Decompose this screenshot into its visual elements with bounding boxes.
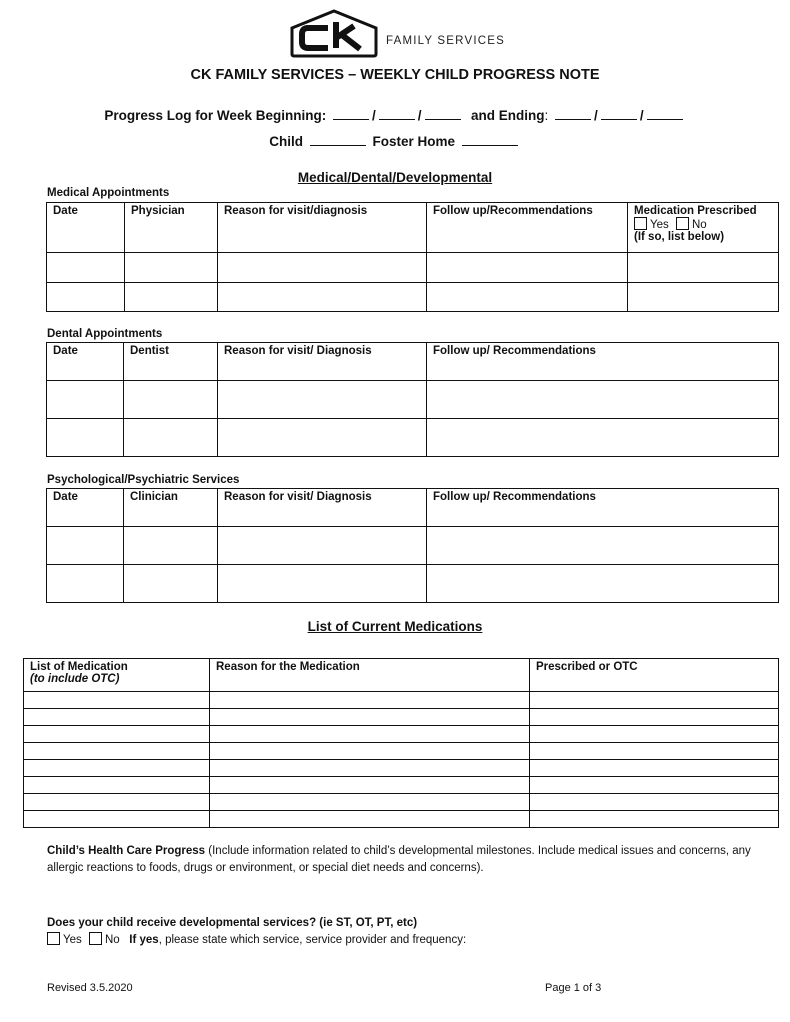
table-header-row <box>47 489 779 527</box>
cell-dentist[interactable] <box>124 381 218 419</box>
child-foster-line <box>0 133 790 149</box>
col-header-date: Date <box>47 203 125 253</box>
cell-prescribed-otc[interactable] <box>530 726 779 743</box>
cell-medication[interactable] <box>24 726 210 743</box>
date-separator: / <box>594 108 598 123</box>
medication-yes-checkbox[interactable] <box>634 217 647 230</box>
dev-services-no-checkbox[interactable] <box>89 932 102 945</box>
table-row <box>24 743 779 760</box>
col-header-medication-prescribed <box>628 203 779 253</box>
cell-follow-up[interactable] <box>427 253 628 283</box>
foster-home-field[interactable] <box>462 133 518 146</box>
medical-appointments-label: Medical Appointments <box>47 187 170 199</box>
cell-follow-up[interactable] <box>427 381 779 419</box>
section-heading-medical: Medical/Dental/Developmental <box>297 170 493 185</box>
house-logo-icon <box>288 8 380 58</box>
cell-prescribed-otc[interactable] <box>530 709 779 726</box>
col-header-reason: Reason for visit/ Diagnosis <box>218 343 427 381</box>
cell-date[interactable] <box>47 253 125 283</box>
cell-follow-up[interactable] <box>427 527 779 565</box>
cell-reason[interactable] <box>218 381 427 419</box>
table-row <box>47 283 779 312</box>
cell-medication[interactable] <box>24 709 210 726</box>
child-label: Child <box>269 134 303 149</box>
cell-reason[interactable] <box>218 419 427 457</box>
cell-medication[interactable] <box>628 283 779 312</box>
date-separator: / <box>371 108 376 123</box>
section-heading-medications: List of Current Medications <box>307 619 483 634</box>
table-row <box>47 381 779 419</box>
end-month-field[interactable] <box>555 107 591 120</box>
col-header-follow-up: Follow up/Recommendations <box>427 203 628 253</box>
dev-services-yes-checkbox[interactable] <box>47 932 60 945</box>
cell-prescribed-otc[interactable] <box>530 777 779 794</box>
cell-prescribed-otc[interactable] <box>530 692 779 709</box>
date-separator: / <box>639 108 644 123</box>
cell-reason[interactable] <box>210 811 530 828</box>
cell-reason[interactable] <box>218 253 427 283</box>
col-header-follow-up: Follow up/ Recommendations <box>427 343 779 381</box>
cell-reason[interactable] <box>210 777 530 794</box>
cell-prescribed-otc[interactable] <box>530 794 779 811</box>
medication-note: (If so, list below) <box>634 231 725 243</box>
cell-follow-up[interactable] <box>427 565 779 603</box>
cell-medication[interactable] <box>24 743 210 760</box>
cell-medication[interactable] <box>24 794 210 811</box>
cell-medication[interactable] <box>24 811 210 828</box>
medications-table <box>23 658 779 828</box>
col-header-date: Date <box>47 343 124 381</box>
logo <box>288 8 380 58</box>
page-title: CK FAMILY SERVICES – WEEKLY CHILD PROGRESS NOTE <box>190 67 600 83</box>
col-header-reason: Reason for visit/diagnosis <box>218 203 427 253</box>
cell-follow-up[interactable] <box>427 283 628 312</box>
cell-physician[interactable] <box>125 283 218 312</box>
logo-subtitle: FAMILY SERVICES <box>386 35 505 47</box>
table-row <box>24 709 779 726</box>
table-header-row <box>24 659 779 692</box>
cell-reason[interactable] <box>218 283 427 312</box>
cell-clinician[interactable] <box>124 527 218 565</box>
end-day-field[interactable] <box>601 107 637 120</box>
page-number: Page 1 of 3 <box>545 982 602 994</box>
cell-date[interactable] <box>47 419 124 457</box>
foster-home-label: Foster Home <box>372 134 456 149</box>
cell-reason[interactable] <box>210 794 530 811</box>
cell-medication[interactable] <box>24 692 210 709</box>
if-yes-instructions: , please state which service, service provider and frequency: <box>158 934 467 946</box>
table-header-row <box>47 203 779 253</box>
cell-medication[interactable] <box>628 253 779 283</box>
table-row <box>24 811 779 828</box>
health-progress-label: Child’s Health Care Progress <box>47 845 206 857</box>
ending-label: and Ending <box>471 108 545 123</box>
dev-services-answer-line: Yes No If yes, please state which service, service provider and frequency: <box>47 932 757 949</box>
dental-appointments-label: Dental Appointments <box>47 328 163 340</box>
cell-reason[interactable] <box>218 527 427 565</box>
medical-appointments-table <box>46 202 779 312</box>
medication-prescribed-label: Medication Prescribed <box>634 205 757 217</box>
cell-reason[interactable] <box>210 709 530 726</box>
col-header-dentist: Dentist <box>124 343 218 381</box>
table-row <box>24 760 779 777</box>
medication-no-checkbox[interactable] <box>676 217 689 230</box>
cell-prescribed-otc[interactable] <box>530 743 779 760</box>
health-progress-section <box>47 843 757 877</box>
health-progress-instructions: (Include information related to child’s developmental milestones. Include medical issues and concerns, any allergic reactions to foods, drugs or environment, or special diet needs and concerns). <box>47 845 751 874</box>
psych-services-label: Psychological/Psychiatric Services <box>47 474 240 486</box>
table-row <box>47 253 779 283</box>
col-header-follow-up: Follow up/ Recommendations <box>427 489 779 527</box>
child-field[interactable] <box>310 133 366 146</box>
table-row <box>24 777 779 794</box>
cell-dentist[interactable] <box>124 419 218 457</box>
end-year-field[interactable] <box>647 107 683 120</box>
cell-clinician[interactable] <box>124 565 218 603</box>
table-row <box>47 565 779 603</box>
begin-day-field[interactable] <box>379 107 415 120</box>
psych-services-table <box>46 488 779 603</box>
begin-year-field[interactable] <box>425 107 461 120</box>
table-row <box>47 527 779 565</box>
cell-medication[interactable] <box>24 760 210 777</box>
medication-yes-no: Yes No <box>634 217 772 231</box>
dental-appointments-table <box>46 342 779 457</box>
table-row <box>24 794 779 811</box>
cell-date[interactable] <box>47 283 125 312</box>
col-header-date: Date <box>47 489 124 527</box>
dev-services-question: Does your child receive developmental services? (ie ST, OT, PT, etc) <box>47 917 418 929</box>
col-header-medication: List of Medication (to include OTC) <box>24 659 210 692</box>
cell-reason[interactable] <box>210 743 530 760</box>
col-header-clinician: Clinician <box>124 489 218 527</box>
cell-date[interactable] <box>47 565 124 603</box>
cell-reason[interactable] <box>218 565 427 603</box>
cell-date[interactable] <box>47 381 124 419</box>
cell-prescribed-otc[interactable] <box>530 760 779 777</box>
table-header-row <box>47 343 779 381</box>
cell-reason[interactable] <box>210 760 530 777</box>
cell-reason[interactable] <box>210 692 530 709</box>
col-header-prescribed-otc: Prescribed or OTC <box>530 659 779 692</box>
table-row <box>24 726 779 743</box>
cell-follow-up[interactable] <box>427 419 779 457</box>
col-header-medication-sub: (to include OTC) <box>30 673 120 685</box>
table-row <box>47 419 779 457</box>
date-separator: / <box>417 108 422 123</box>
if-yes-label: If yes <box>129 934 159 946</box>
cell-date[interactable] <box>47 527 124 565</box>
revised-date: Revised 3.5.2020 <box>47 982 133 994</box>
table-row <box>24 692 779 709</box>
col-header-reason: Reason for visit/ Diagnosis <box>218 489 427 527</box>
cell-physician[interactable] <box>125 253 218 283</box>
col-header-physician: Physician <box>125 203 218 253</box>
cell-reason[interactable] <box>210 726 530 743</box>
col-header-reason: Reason for the Medication <box>210 659 530 692</box>
week-beginning-label: Progress Log for Week Beginning: <box>104 108 327 123</box>
begin-month-field[interactable] <box>333 107 369 120</box>
cell-prescribed-otc[interactable] <box>530 811 779 828</box>
cell-medication[interactable] <box>24 777 210 794</box>
week-range-line: Progress Log for Week Beginning: / / and Ending: / / <box>0 107 790 123</box>
